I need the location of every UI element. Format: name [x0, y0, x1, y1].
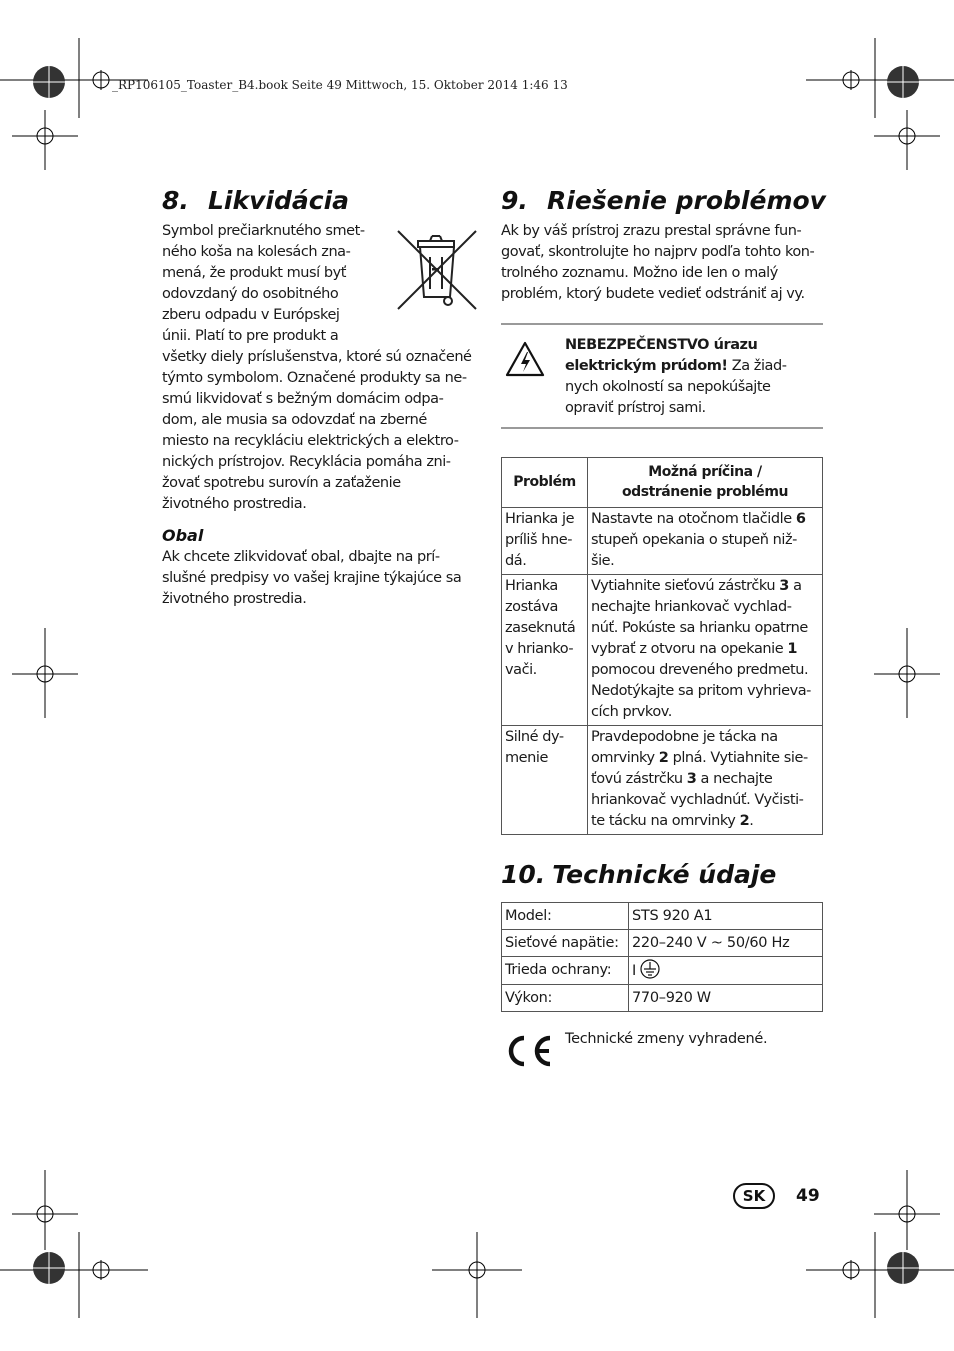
text-line: odovzdaný do osobitného — [162, 286, 339, 302]
text-line: miesto na recykláciu elektrických a elektro- — [162, 433, 459, 449]
problem-text: menie — [505, 750, 548, 766]
solution-text: Pravdepodobne je tácka na — [591, 729, 778, 745]
text-line: Symbol prečiarknutého smet- — [162, 223, 365, 239]
solution-text: núť. Pokúste sa hrianku opatrne — [591, 620, 808, 636]
solution-cell — [588, 726, 823, 835]
solution-text: ťovú zástrčku — [591, 771, 687, 787]
table-row — [502, 726, 823, 835]
solution-text: vybrať z otvoru na opekanie — [591, 641, 788, 657]
solution-line — [591, 551, 819, 572]
part-number: 3 — [779, 578, 789, 594]
crossed-out-wheelie-bin-icon — [394, 227, 480, 313]
solution-line — [591, 660, 819, 681]
spec-value: 770–920 W — [629, 985, 823, 1012]
problem-text: vači. — [505, 662, 537, 678]
section-number: 9. — [501, 186, 528, 215]
solution-text: . — [749, 813, 754, 829]
problem-text: Silné dy- — [505, 729, 564, 745]
solution-line — [591, 811, 819, 832]
text-line: všetky diely príslušenstva, ktoré sú označené — [162, 349, 472, 365]
text-line: nických prístrojov. Recyklácia pomáha zni- — [162, 454, 451, 470]
section-title-technical — [501, 860, 823, 890]
print-header: _RP106105_Toaster_B4.book Seite 49 Mittwoch, 15. Oktober 2014 1:46 13 — [112, 78, 568, 92]
language-badge: SK — [733, 1183, 775, 1209]
text-line: govať, skontrolujte ho najprv podľa tohto kon- — [501, 244, 815, 260]
packaging-text — [162, 547, 480, 610]
text-line: žovať spotrebu surovín a zaťaženie — [162, 475, 401, 491]
text-line: trolného zoznamu. Možno ide len o malý — [501, 265, 778, 281]
solution-text: stupeň opekania o stupeň niž- — [591, 532, 797, 548]
text-line: mená, že produkt musí byť — [162, 265, 347, 281]
problem-text: v hrianko- — [505, 641, 574, 657]
page-number: 49 — [796, 1186, 820, 1206]
text-line: životného prostredia. — [162, 591, 307, 607]
technical-changes-note: Technické zmeny vyhradené. — [565, 1031, 768, 1047]
solution-line — [591, 727, 819, 748]
solution-text: nechajte hriankovač vychlad- — [591, 599, 792, 615]
solution-line — [591, 790, 819, 811]
left-column — [162, 186, 480, 610]
section-number: 10. — [501, 860, 546, 889]
spec-value: 220–240 V ~ 50/60 Hz — [629, 930, 823, 957]
text-line: problém, ktorý budete vedieť odstrániť aj vy. — [501, 286, 805, 302]
problem-text: dá. — [505, 553, 527, 569]
table-header-row — [502, 458, 823, 508]
spec-value-cell — [629, 957, 823, 985]
disposal-text — [162, 221, 480, 515]
text-line: smú likvidovať s bežným domácim odpa- — [162, 391, 444, 407]
part-number: 1 — [787, 641, 797, 657]
problem-text: zaseknutá — [505, 620, 576, 636]
spec-value: STS 920 A1 — [629, 903, 823, 930]
solution-line — [591, 597, 819, 618]
solution-text: hriankovač vychladnúť. Vyčisti- — [591, 792, 804, 808]
solution-text: Nastavte na otočnom tlačidle — [591, 511, 796, 527]
table-row — [502, 985, 823, 1012]
ce-mark-icon — [503, 1033, 553, 1069]
text-line: ného koša na kolesách zna- — [162, 244, 351, 260]
solution-text: šie. — [591, 553, 615, 569]
header-cause: Možná príčina / odstránenie problému — [588, 458, 823, 508]
solution-text: a nechajte — [696, 771, 773, 787]
packaging-subtitle: Obal — [162, 526, 204, 545]
spec-value: I — [632, 963, 636, 979]
problem-text: príliš hne- — [505, 532, 572, 548]
part-number: 3 — [686, 771, 697, 787]
problem-text: Hrianka je — [505, 511, 575, 527]
table-row — [502, 957, 823, 985]
solution-line — [591, 681, 819, 702]
problem-cell — [502, 508, 588, 575]
problem-cell — [502, 726, 588, 835]
technical-data-table — [501, 902, 823, 1012]
warning-text: opraviť prístroj sami. — [565, 400, 706, 416]
solution-text: a — [788, 578, 802, 594]
troubleshooting-table — [501, 457, 823, 835]
right-column — [501, 186, 826, 1077]
section-title-text: Technické údaje — [552, 860, 777, 889]
text-line: dom, ale musia sa odovzdať na zberné — [162, 412, 427, 428]
table-row — [502, 903, 823, 930]
text-line: slušné predpisy vo vašej krajine týkajúce sa — [162, 570, 462, 586]
solution-cell — [588, 508, 823, 575]
solution-text: Vytiahnite sieťovú zástrčku — [591, 578, 780, 594]
text-line: únii. Platí to pre produkt a — [162, 328, 339, 344]
text-line: zberu odpadu v Európskej — [162, 307, 340, 323]
solution-text: omrvinky — [591, 750, 659, 766]
solution-line — [591, 618, 819, 639]
table-row — [502, 575, 823, 726]
warning-text: nych okolností sa nepokúšajte — [565, 379, 771, 395]
warning-heading: NEBEZPEČENSTVO úrazu — [565, 337, 758, 353]
problem-text: Hrianka — [505, 578, 558, 594]
solution-text: pomocou dreveného predmetu. — [591, 662, 809, 678]
section-title-text: Likvidácia — [208, 186, 350, 215]
solution-line — [591, 530, 819, 551]
problem-text: zostáva — [505, 599, 558, 615]
part-number: 2 — [658, 750, 669, 766]
protective-earth-icon — [640, 959, 660, 979]
solution-line — [591, 639, 819, 660]
warning-heading: elektrickým prúdom! — [565, 358, 728, 374]
solution-line — [591, 702, 819, 723]
spec-label: Model: — [502, 903, 629, 930]
part-number: 2 — [739, 813, 750, 829]
solution-text: te tácku na omrvinky — [591, 813, 740, 829]
solution-line — [591, 509, 819, 530]
warning-text: Za žiad- — [727, 358, 787, 374]
section-title-text: Riešenie problémov — [547, 186, 826, 215]
high-voltage-warning-icon — [505, 341, 545, 377]
spec-label: Trieda ochrany: — [502, 957, 629, 985]
solution-line — [591, 576, 819, 597]
solution-line — [591, 769, 819, 790]
spec-label: Sieťové napätie: — [502, 930, 629, 957]
solution-line — [591, 748, 819, 769]
text-line: životného prostredia. — [162, 496, 307, 512]
table-row — [502, 930, 823, 957]
problem-cell — [502, 575, 588, 726]
spec-label: Výkon: — [502, 985, 629, 1012]
solution-cell — [588, 575, 823, 726]
text-line: Ak chcete zlikvidovať obal, dbajte na prí- — [162, 549, 440, 565]
section-title-troubleshooting — [501, 186, 826, 216]
part-number: 6 — [795, 511, 806, 527]
solution-text: cích prvkov. — [591, 704, 672, 720]
table-row — [502, 508, 823, 575]
header-problem: Problém — [502, 458, 588, 508]
electric-shock-warning — [501, 323, 823, 429]
text-line: Ak by váš prístroj zrazu prestal správne fun- — [501, 223, 802, 239]
solution-text: plná. Vytiahnite sie- — [668, 750, 808, 766]
solution-text: Nedotýkajte sa pritom vyhrieva- — [591, 683, 811, 699]
section-title-disposal — [162, 186, 480, 216]
text-line: týmto symbolom. Označené produkty sa ne- — [162, 370, 467, 386]
section-number: 8. — [162, 186, 189, 215]
troubleshooting-intro — [501, 221, 823, 305]
ce-note — [501, 1027, 823, 1077]
